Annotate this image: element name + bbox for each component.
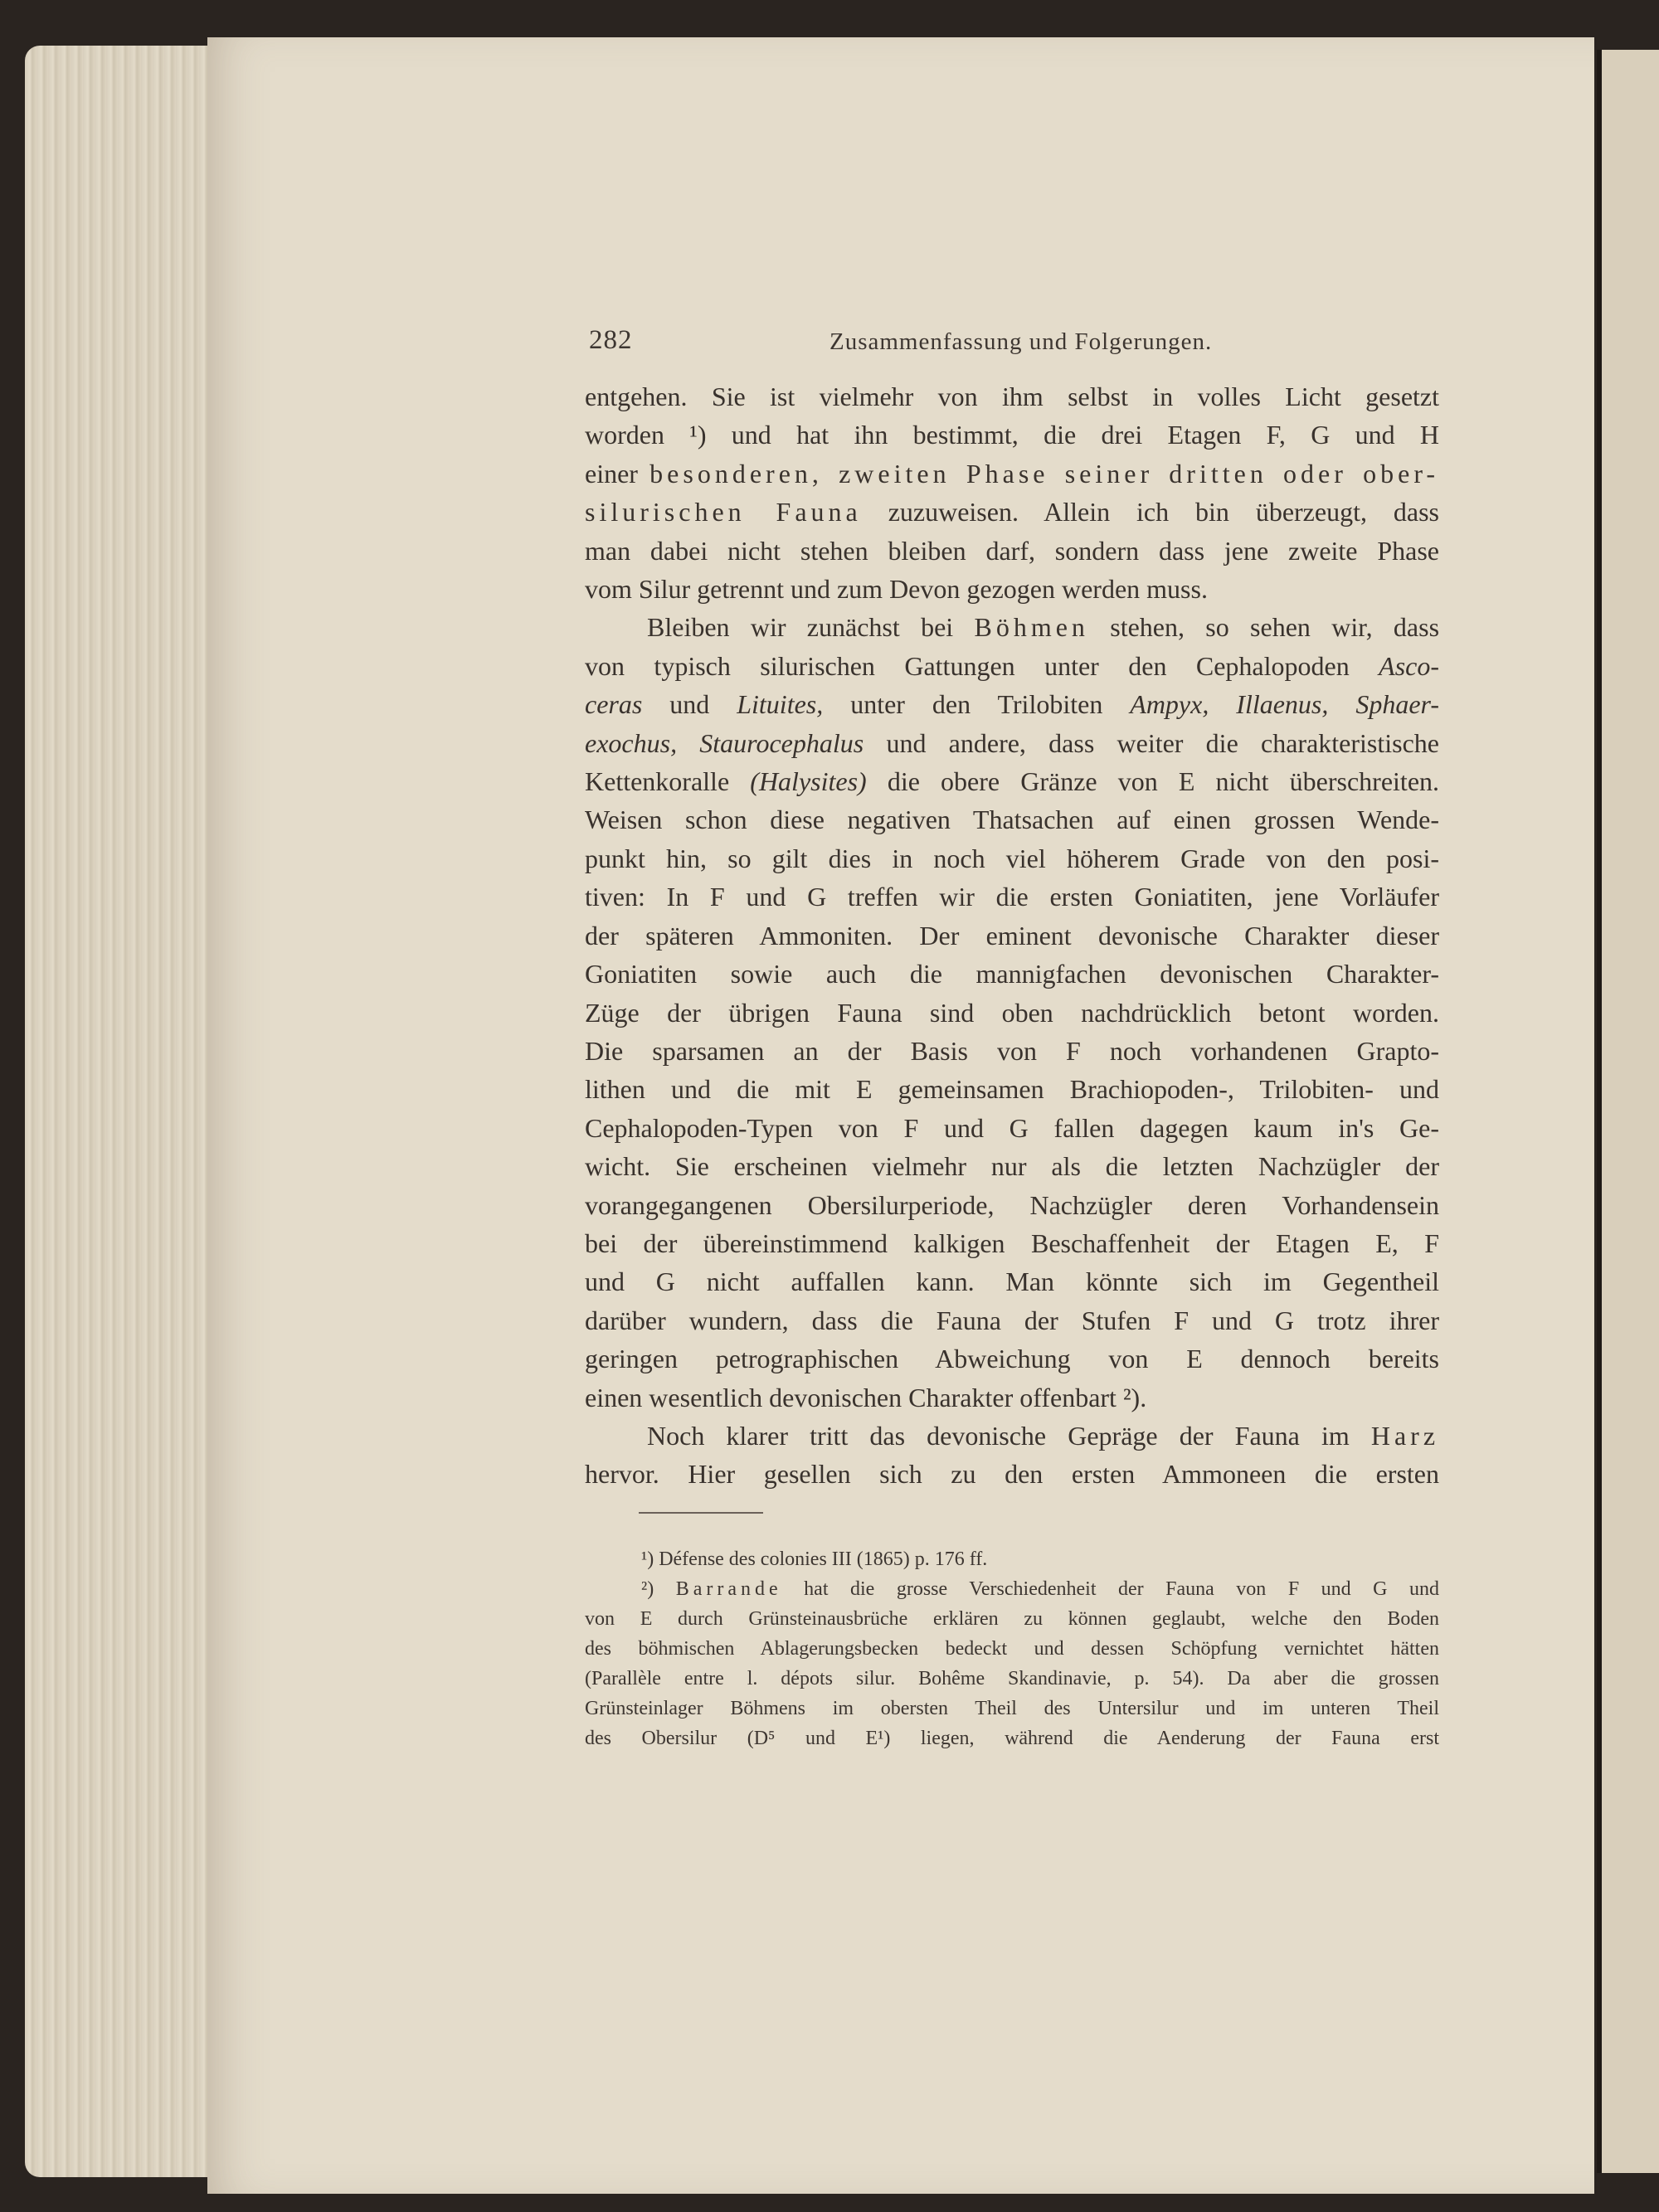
text-line: entgehen. Sie ist vielmehr von ihm selbst in volles Licht gesetzt [585, 382, 1439, 411]
italic-text: Asco- [1379, 650, 1440, 681]
text-segment: von typisch silurischen Gattungen unter den Cephalopoden [585, 650, 1350, 681]
italic-text: Lituites, [737, 689, 824, 720]
page-number: 282 [589, 325, 633, 355]
text-line [585, 685, 1439, 723]
text-line: lithen und die mit E gemeinsamen Brachiopoden-, Trilobiten- und [585, 1074, 1439, 1105]
text-line: man dabei nicht stehen bleiben darf, sondern dass jene zweite Phase [585, 535, 1439, 566]
footnote-line: des böhmischen Ablagerungsbecken bedeckt und dessen Schöpfung vernichtet hätten [585, 1638, 1439, 1660]
text-line [585, 724, 1439, 762]
running-head: Zusammenfassung und Folgerungen. [830, 328, 1213, 355]
page-header [589, 325, 1443, 362]
text-segment: und [669, 689, 710, 720]
text-line: Goniatiten sowie auch die mannigfachen devonischen Charakter- [585, 959, 1439, 989]
text-segment: hat die grosse Verschiedenheit der Fauna von F und G und [804, 1578, 1440, 1600]
text-line: Weisen schon diese negativen Thatsachen auf einen grossen Wende- [585, 805, 1439, 835]
text-line: geringen petrographischen Abweichung von E dennoch bereits [585, 1344, 1439, 1374]
text-segment: Bleiben wir zunächst bei [647, 612, 954, 643]
spaced-text: silurischen Fauna [585, 497, 862, 527]
text-line: darüber wundern, dass die Fauna der Stufen F und G trotz ihrer [585, 1305, 1439, 1335]
text-line [585, 608, 1439, 646]
text-line [585, 493, 1439, 531]
text-line: Züge der übrigen Fauna sind oben nachdrücklich betont worden. [585, 997, 1439, 1028]
spaced-text: besonderen, zweiten Phase seiner dritten oder ober- [649, 458, 1440, 489]
text-line: der späteren Ammoniten. Der eminent devonische Charakter dieser [585, 920, 1439, 950]
text-segment: ²) [641, 1578, 654, 1600]
footnote-divider [639, 1512, 763, 1514]
text-segment: und andere, dass weiter die charakteristische [886, 727, 1440, 758]
book-page-edges [25, 46, 228, 2177]
footnote-line: Grünsteinlager Böhmens im obersten Theil des Untersilur und im unteren Theil [585, 1698, 1439, 1719]
text-line [585, 455, 1439, 493]
footnote-line: von E durch Grünsteinausbrüche erklären zu können geglaubt, welche den Boden [585, 1608, 1439, 1630]
text-segment: zuzuweisen. Allein ich bin überzeugt, dass [888, 497, 1440, 527]
text-line: wicht. Sie erscheinen vielmehr nur als die letzten Nachzügler der [585, 1151, 1439, 1182]
italic-text: exochus, Staurocephalus [585, 727, 864, 758]
italic-text: ceras [585, 689, 643, 720]
text-line: hervor. Hier gesellen sich zu den ersten Ammoneen die ersten [585, 1459, 1439, 1490]
text-segment: unter den Trilobiten [850, 689, 1103, 720]
text-line [585, 762, 1439, 800]
text-line [585, 647, 1439, 685]
text-line: Die sparsamen an der Basis von F noch vorhandenen Grapto- [585, 1035, 1439, 1066]
text-line: Cephalopoden-Typen von F und G fallen dagegen kaum in's Ge- [585, 1112, 1439, 1143]
text-line [585, 1417, 1439, 1455]
text-line: punkt hin, so gilt dies in noch viel höherem Grade von den posi- [585, 843, 1439, 873]
text-line: worden ¹) und hat ihn bestimmt, die drei Etagen F, G und H [585, 420, 1439, 450]
spaced-text: Böhmen [974, 612, 1089, 643]
footnotes [585, 1544, 1439, 1753]
spaced-text: Barrande [675, 1578, 782, 1600]
text-line: vom Silur getrennt und zum Devon gezogen werden muss. [585, 574, 1208, 605]
italic-text: Ampyx, Illaenus, Sphaer- [1130, 689, 1439, 720]
footnote-line [585, 1574, 1439, 1604]
footnote-line: (Parallèle entre l. dépots silur. Bohême Skandinavie, p. 54). Da aber die grossen [585, 1668, 1439, 1689]
footnote-line: des Obersilur (D⁵ und E¹) liegen, während die Aenderung der Fauna erst [585, 1728, 1439, 1749]
text-line: tiven: In F und G treffen wir die ersten Goniatiten, jene Vorläufer [585, 882, 1439, 912]
spaced-text: Harz [1370, 1420, 1440, 1451]
facing-page-edge [1597, 50, 1659, 2173]
italic-text: (Halysites) [750, 766, 867, 797]
text-segment: die obere Gränze von E nicht überschreiten. [887, 766, 1440, 797]
text-line: vorangegangenen Obersilurperiode, Nachzügler deren Vorhandensein [585, 1189, 1439, 1220]
main-text [585, 377, 1439, 1494]
footnote-line: ¹) Défense des colonies III (1865) p. 176 ff. [641, 1548, 988, 1570]
text-segment: einer [585, 458, 638, 489]
text-segment: Noch klarer tritt das devonische Gepräge der Fauna im [647, 1420, 1350, 1451]
text-line: bei der übereinstimmend kalkigen Beschaffenheit der Etagen E, F [585, 1228, 1439, 1258]
text-segment: stehen, so sehen wir, dass [1110, 612, 1440, 643]
text-line: und G nicht auffallen kann. Man könnte sich im Gegentheil [585, 1266, 1439, 1297]
text-line: einen wesentlich devonischen Charakter offenbart ²). [585, 1382, 1147, 1412]
text-segment: Kettenkoralle [585, 766, 730, 797]
